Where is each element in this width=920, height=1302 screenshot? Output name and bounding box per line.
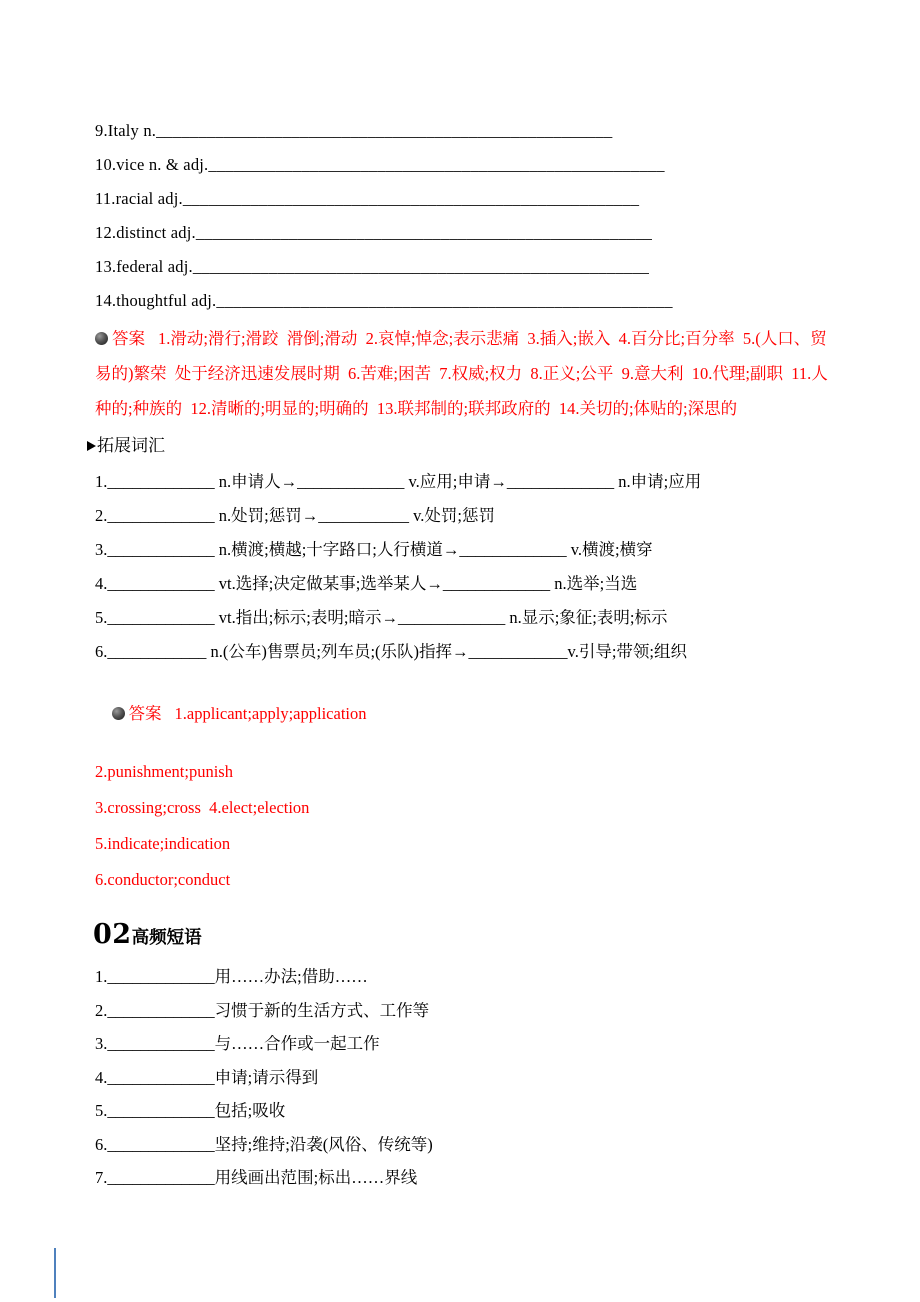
page-margin-accent-line — [54, 1248, 56, 1298]
expansion-item: 5._____________ vt.指出;标示;表明;暗示→_____________ n.显示;象征;表明;标示 — [95, 608, 668, 627]
phrase-item: 6._____________坚持;维持;沿袭(风俗、传统等) — [95, 1134, 433, 1154]
expansion-answer-text: 1.applicant;apply;application — [174, 704, 367, 723]
section-number: 02 — [93, 919, 132, 950]
section-title: 高频短语 — [131, 927, 202, 947]
vocab-item: 14.thoughtful adj.______________________________________________________ — [95, 291, 673, 310]
triangle-right-icon — [87, 441, 96, 451]
expansion-answer-line: 5.indicate;indication — [95, 834, 231, 853]
phrase-item: 1._____________用……办法;借助…… — [95, 967, 368, 986]
vocab-answer-paragraph — [95, 321, 837, 426]
expansion-item: 4._____________ vt.选择;决定做某事;选举某人→_____________ n.选举;当选 — [95, 574, 638, 593]
phrase-item: 7._____________用线画出范围;标出……界线 — [95, 1168, 418, 1187]
phrase-item: 2._____________习惯于新的生活方式、工作等 — [95, 1000, 430, 1020]
vocab-answer-text: 1.滑动;滑行;滑跤 滑倒;滑动 2.哀悼;悼念;表示悲痛 3.插入;嵌入 4.百分比;百分率 5.(人口、贸易的)繁荣 处于经济迅速发展时期 6.苦难;困苦 7.权威;权力 8.正义;公平 9.意大利 10.代理;副职 11.人种的;种族的 12.清晰的;明显的;明确的 13.联邦制的;联邦政府的 14.关切的;体贴的;深思的 — [95, 329, 828, 418]
phrase-item: 3._____________与……合作或一起工作 — [95, 1034, 380, 1053]
expansion-answer-line — [95, 681, 832, 747]
section-header-phrases — [93, 919, 832, 950]
answer-label: 答案 — [112, 329, 145, 348]
answer-ball-icon — [112, 707, 125, 720]
expansion-answer-line: 2.punishment;punish — [95, 762, 233, 781]
vocab-item: 12.distinct adj.______________________________________________________ — [95, 223, 653, 242]
expansion-item: 3._____________ n.横渡;横越;十字路口;人行横道→_____________ v.横渡;横穿 — [95, 540, 653, 559]
vocab-item: 13.federal adj.______________________________________________________ — [95, 257, 650, 276]
answer-ball-icon — [95, 332, 108, 345]
phrase-item: 4._____________申请;请示得到 — [95, 1067, 319, 1087]
expansion-item: 1._____________ n.申请人→_____________ v.应用;申请→_____________ n.申请;应用 — [95, 472, 702, 491]
expansion-answer-line: 3.crossing;cross 4.elect;election — [95, 798, 310, 817]
expansion-header — [87, 431, 832, 461]
expansion-item: 2._____________ n.处罚;惩罚→___________ v.处罚;惩罚 — [95, 506, 495, 525]
expansion-title: 拓展词汇 — [97, 436, 165, 455]
phrase-item: 5._____________包括;吸收 — [95, 1101, 286, 1120]
vocab-item: 11.racial adj.______________________________________________________ — [95, 189, 640, 208]
expansion-answer-line: 6.conductor;conduct — [95, 870, 231, 889]
expansion-item: 6.____________ n.(公车)售票员;列车员;(乐队)指挥→____________v.引导;带领;组织 — [95, 642, 687, 661]
vocab-item: 10.vice n. & adj.______________________________________________________ — [95, 155, 665, 174]
vocab-item: 9.Italy n.______________________________________________________ — [95, 121, 613, 140]
answer-label: 答案 — [128, 704, 162, 723]
